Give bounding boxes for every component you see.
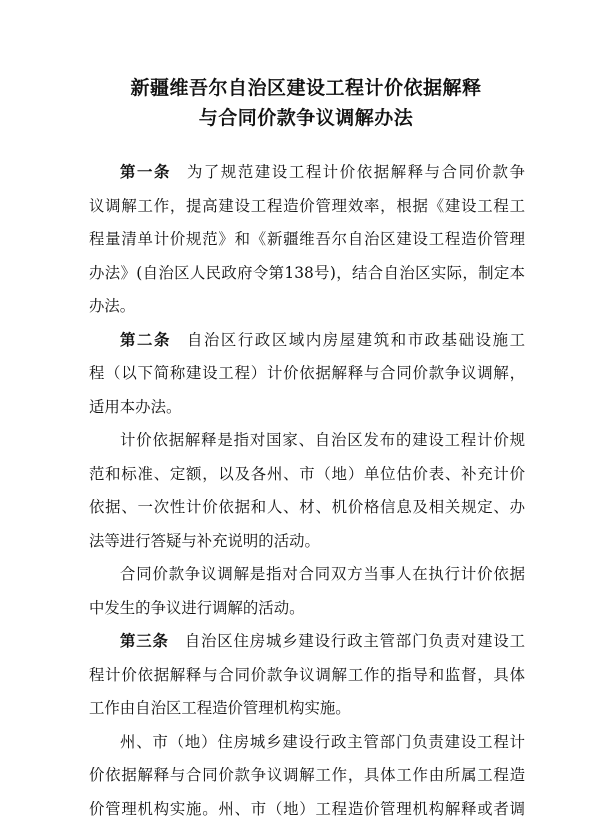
- pricing-para-line-1: 计价依据解释是指对国家、自治区发布的建设工程计价规: [89, 424, 525, 458]
- article-2-line-1: [89, 324, 525, 358]
- article-2-line-2: 程（以下简称建设工程）计价依据解释与合同价款争议调解，: [89, 357, 525, 391]
- document-title-line-1: 新疆维吾尔自治区建设工程计价依据解释: [0, 76, 612, 100]
- article-1-line-3: 程量清单计价规范》和《新疆维吾尔自治区建设工程造价管理: [89, 223, 525, 257]
- article-3-line-1: [89, 625, 525, 659]
- article-3-text-1: 自治区住房城乡建设行政主管部门负责对建设工: [185, 632, 525, 650]
- pricing-para-line-2: 范和标准、定额，以及各州、市（地）单位估价表、补充计价: [89, 458, 525, 492]
- article-1-line-2: 议调解工作，提高建设工程造价管理效率，根据《建设工程工: [89, 190, 525, 224]
- article-3-line-3: 工作由自治区工程造价管理机构实施。: [89, 692, 525, 726]
- article-3-line-2: 程计价依据解释与合同价款争议调解工作的指导和监督，具体: [89, 659, 525, 693]
- article-3-label: 第三条: [120, 632, 169, 650]
- article-1-line-1: [89, 156, 525, 190]
- article-2-text-1: 自治区行政区域内房屋建筑和市政基础设施工: [187, 331, 525, 349]
- document-title-line-2: 与合同价款争议调解办法: [0, 106, 612, 130]
- article-1-line-5: 办法。: [89, 290, 525, 324]
- dispute-para-line-2: 中发生的争议进行调解的活动。: [89, 592, 525, 626]
- article-1-line-4: 办法》(自治区人民政府令第138号)，结合自治区实际，制定本: [89, 257, 525, 291]
- dispute-para-line-1: 合同价款争议调解是指对合同双方当事人在执行计价依据: [89, 558, 525, 592]
- pricing-para-line-3: 依据、一次性计价依据和人、材、机价格信息及相关规定、办: [89, 491, 525, 525]
- article-1-text-1: 为了规范建设工程计价依据解释与合同价款争: [187, 163, 525, 181]
- prefecture-para-line-1: 州、市（地）住房城乡建设行政主管部门负责建设工程计: [89, 726, 525, 760]
- prefecture-para-line-2: 价依据解释与合同价款争议调解工作，具体工作由所属工程造: [89, 759, 525, 793]
- document-body: [89, 156, 525, 826]
- pricing-para-line-4: 法等进行答疑与补充说明的活动。: [89, 525, 525, 559]
- article-2-line-3: 适用本办法。: [89, 391, 525, 425]
- article-2-label: 第二条: [120, 331, 171, 349]
- article-1-label: 第一条: [120, 163, 171, 181]
- prefecture-para-line-3: 价管理机构实施。州、市（地）工程造价管理机构解释或者调: [89, 793, 525, 826]
